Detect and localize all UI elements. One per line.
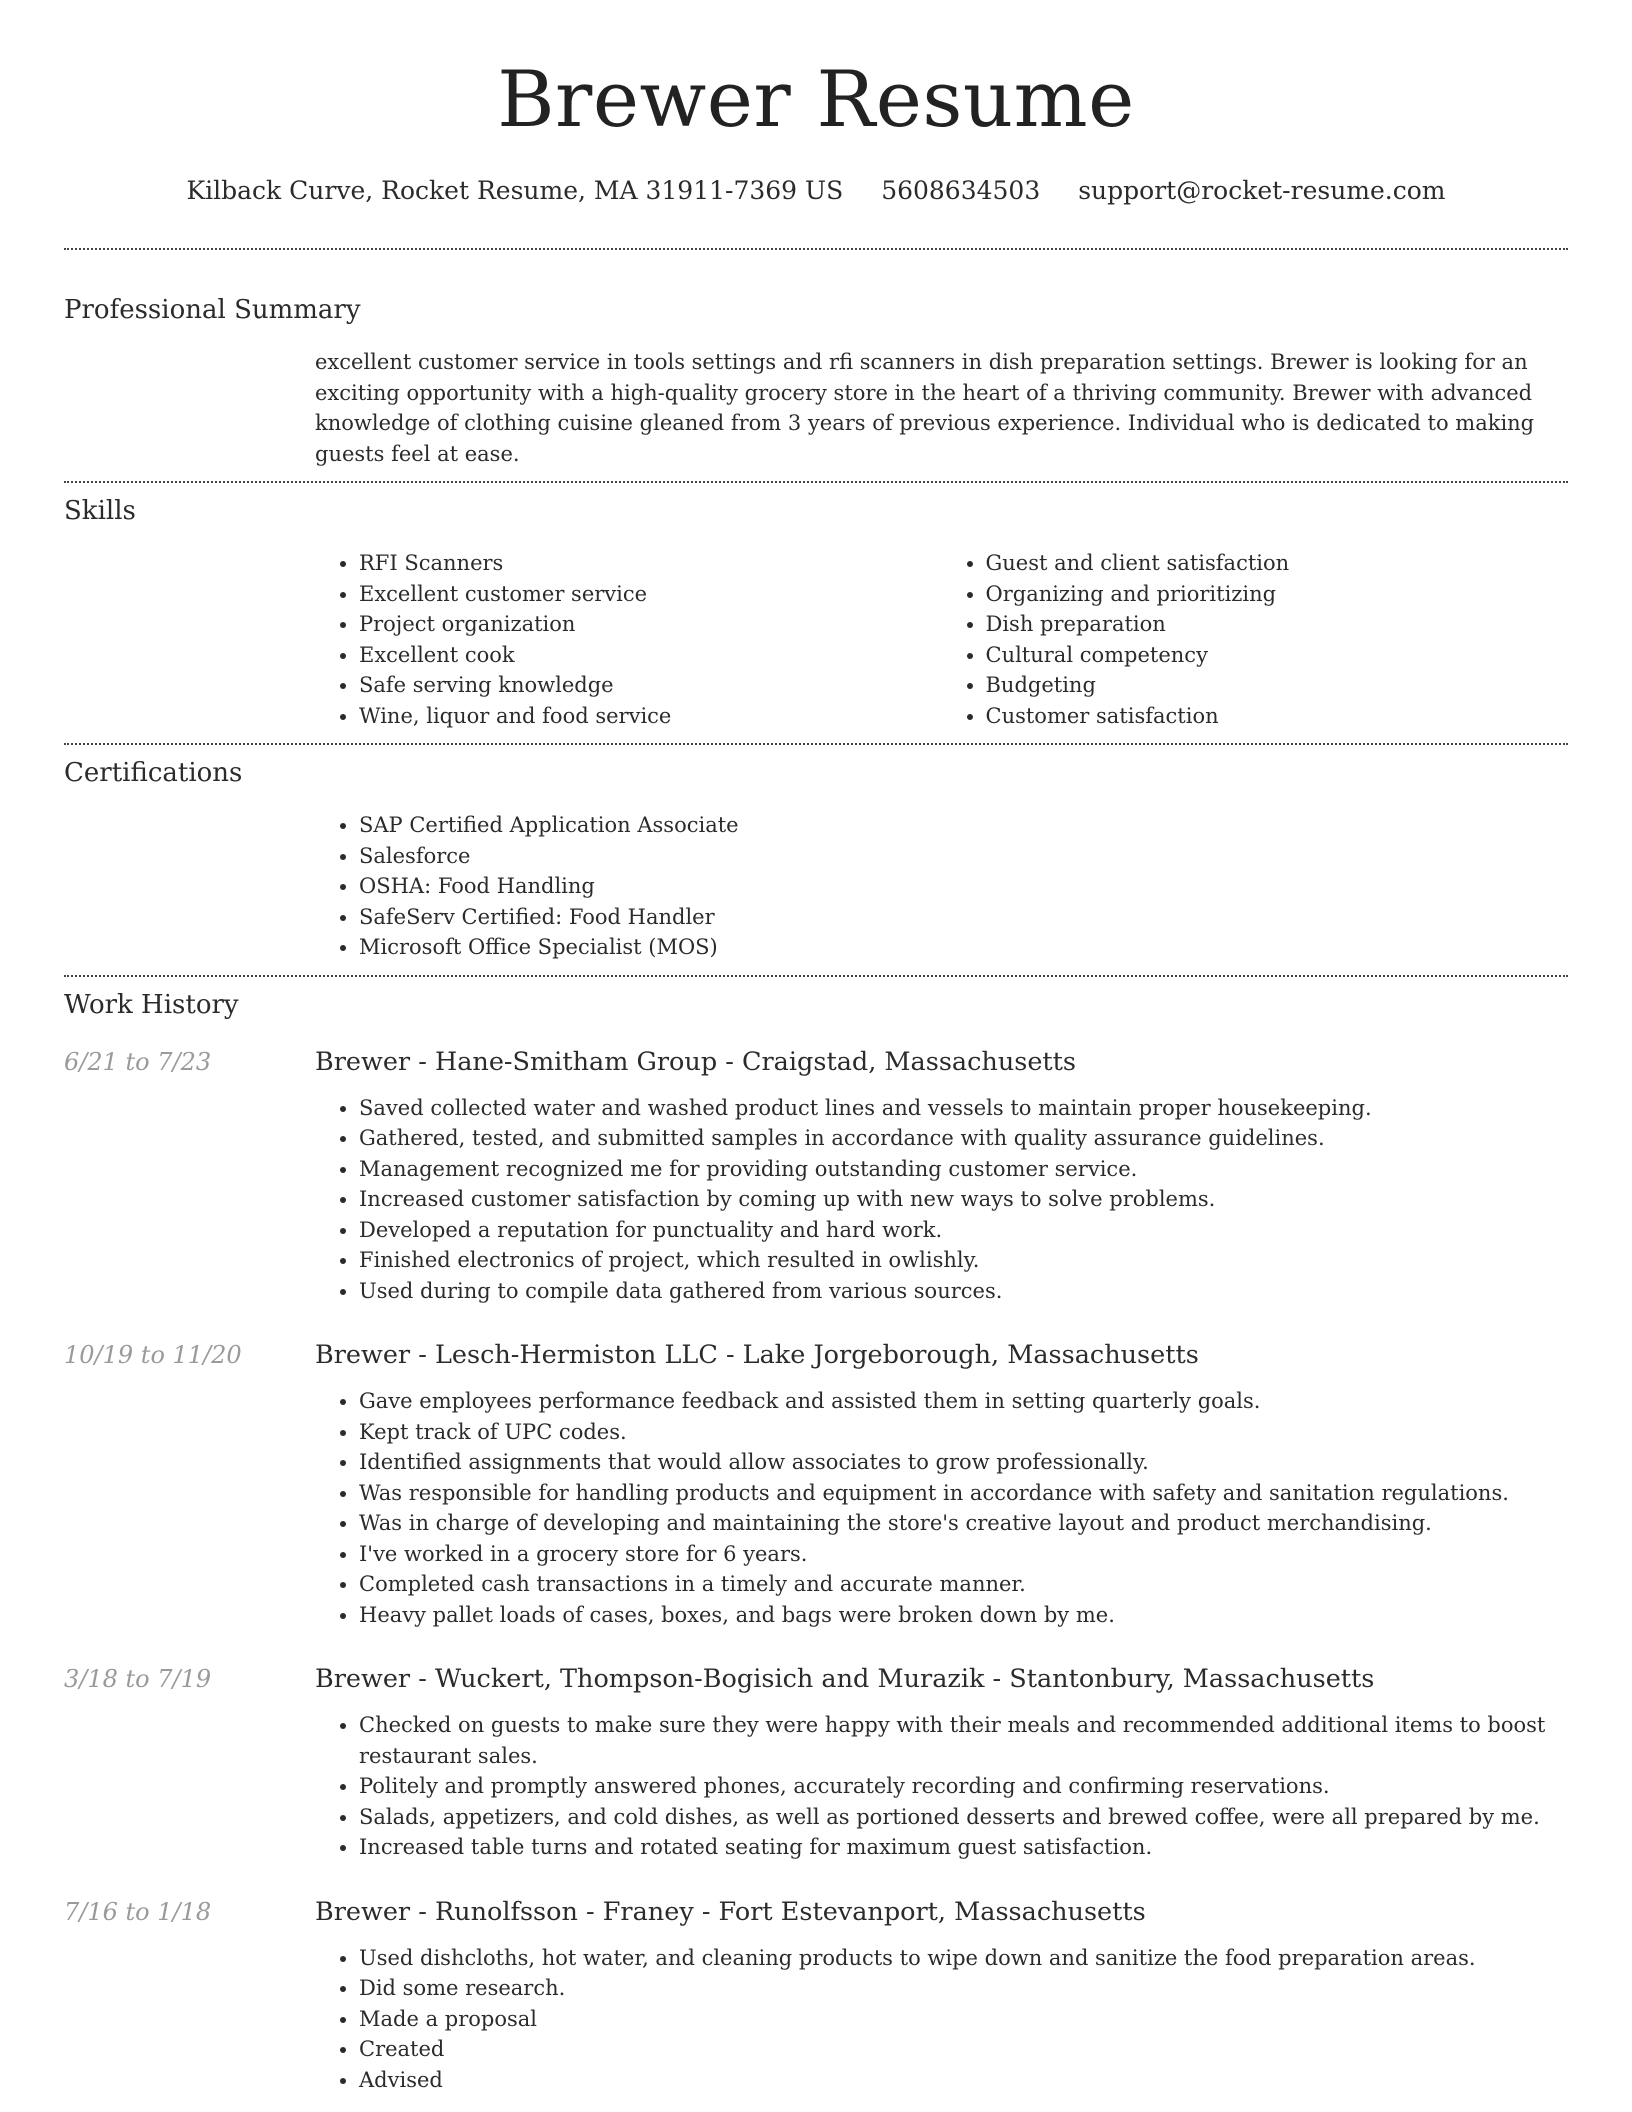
- job-bullets: [315, 1093, 1568, 1307]
- job-bullet: • Increased table turns and rotated seating for maximum guest satisfaction.: [359, 1832, 1568, 1863]
- job-title: Brewer - Hane-Smitham Group - Craigstad, Massachusetts: [315, 1046, 1077, 1077]
- job-bullets: [315, 1943, 1568, 2096]
- header-divider: [64, 248, 1568, 250]
- skills-grid: [315, 548, 1568, 731]
- certification-item: • SAP Certified Application Associate: [359, 810, 1568, 841]
- skill-item: • Excellent customer service: [359, 579, 942, 610]
- skills-title: Skills: [64, 496, 136, 526]
- work-history-section: [64, 988, 1568, 2096]
- job-title: Brewer - Runolfsson - Franey - Fort Estevanport, Massachusetts: [315, 1896, 1146, 1927]
- skill-item: • Organizing and prioritizing: [986, 579, 1569, 610]
- job-bullet: • Identified assignments that would allow associates to grow professionally.: [359, 1447, 1568, 1478]
- skill-item: • Project organization: [359, 609, 942, 640]
- job-bullet: • Kept track of UPC codes.: [359, 1417, 1568, 1448]
- job-details: [315, 1895, 1568, 2096]
- job-bullets: [315, 1710, 1568, 1863]
- job-bullet: • Advised: [359, 2065, 1568, 2096]
- job-bullet: • Checked on guests to make sure they were happy with their meals and recommended additional items to boost restaurant sales.: [359, 1710, 1568, 1771]
- job-details: [315, 1045, 1568, 1307]
- summary-divider: [64, 481, 1568, 483]
- skills-list-left: [315, 548, 942, 731]
- job-bullet: • Completed cash transactions in a timely and accurate manner.: [359, 1569, 1568, 1600]
- job-bullet: • I've worked in a grocery store for 6 years.: [359, 1539, 1568, 1570]
- job-entry: [64, 1045, 1568, 1307]
- summary-title: Professional Summary: [64, 295, 361, 325]
- certifications-divider: [64, 975, 1568, 977]
- job-dates: 7/16 to 1/18: [64, 1897, 212, 1926]
- job-bullet: • Was responsible for handling products and equipment in accordance with safety and sanitation regulations.: [359, 1478, 1568, 1509]
- job-bullet: • Developed a reputation for punctuality and hard work.: [359, 1215, 1568, 1246]
- job-bullet: • Heavy pallet loads of cases, boxes, and bags were broken down by me.: [359, 1600, 1568, 1631]
- skill-item: • Safe serving knowledge: [359, 670, 942, 701]
- job-title: Brewer - Lesch-Hermiston LLC - Lake Jorgeborough, Massachusetts: [315, 1340, 1199, 1370]
- certification-item: • Microsoft Office Specialist (MOS): [359, 932, 1568, 963]
- contact-address: Kilback Curve, Rocket Resume, MA 31911-7369 US: [186, 176, 844, 205]
- skill-item: • Customer satisfaction: [986, 701, 1569, 732]
- job-bullet: • Gathered, tested, and submitted samples in accordance with quality assurance guidelines.: [359, 1123, 1568, 1154]
- job-bullet: • Salads, appetizers, and cold dishes, as well as portioned desserts and brewed coffee, were all prepared by me.: [359, 1802, 1568, 1833]
- job-bullet: • Increased customer satisfaction by coming up with new ways to solve problems.: [359, 1184, 1568, 1215]
- job-bullet: • Created: [359, 2034, 1568, 2065]
- job-bullet: • Saved collected water and washed product lines and vessels to maintain proper housekeeping.: [359, 1093, 1568, 1124]
- certification-item: • OSHA: Food Handling: [359, 871, 1568, 902]
- job-bullet: • Was in charge of developing and maintaining the store's creative layout and product merchandising.: [359, 1508, 1568, 1539]
- job-dates: 6/21 to 7/23: [64, 1047, 212, 1076]
- job-entry: [64, 1662, 1568, 1863]
- skill-item: • Dish preparation: [986, 609, 1569, 640]
- contact-phone: 5608634503: [881, 176, 1041, 205]
- job-bullet: • Gave employees performance feedback and assisted them in setting quarterly goals.: [359, 1386, 1568, 1417]
- skill-item: • Cultural competency: [986, 640, 1569, 671]
- skills-section: [64, 494, 1568, 731]
- certification-item: • Salesforce: [359, 841, 1568, 872]
- skills-list-right: [942, 548, 1569, 731]
- job-bullet: • Used dishcloths, hot water, and cleaning products to wipe down and sanitize the food preparation areas.: [359, 1943, 1568, 1974]
- skill-item: • RFI Scanners: [359, 548, 942, 579]
- job-bullet: • Management recognized me for providing outstanding customer service.: [359, 1154, 1568, 1185]
- certifications-body: [315, 810, 1568, 963]
- summary-text: excellent customer service in tools settings and rfi scanners in dish preparation settings. Brewer is looking for an exciting opportunity with a high-quality grocery store in the heart of a thriving community. Brewer with advanced knowledge of clothing cuisine gleaned from 3 years of previous experience. Individual who is dedicated to making guests feel at ease.: [315, 350, 1535, 466]
- skill-item: • Excellent cook: [359, 640, 942, 671]
- job-dates: 10/19 to 11/20: [64, 1341, 242, 1369]
- work-history-title: Work History: [64, 989, 239, 1020]
- resume-name: Brewer Resume: [497, 55, 1135, 145]
- skill-item: • Wine, liquor and food service: [359, 701, 942, 732]
- skill-item: • Budgeting: [986, 670, 1569, 701]
- certification-item: • SafeServ Certified: Food Handler: [359, 902, 1568, 933]
- job-title: Brewer - Wuckert, Thompson-Bogisich and Murazik - Stantonbury, Massachusetts: [315, 1664, 1375, 1694]
- certifications-section: [64, 756, 1568, 963]
- job-bullet: • Used during to compile data gathered from various sources.: [359, 1276, 1568, 1307]
- skills-divider: [64, 743, 1568, 745]
- contact-line: [64, 174, 1568, 208]
- job-bullet: • Made a proposal: [359, 2004, 1568, 2035]
- summary-section: [64, 293, 1568, 469]
- job-bullet: • Finished electronics of project, which resulted in owlishly.: [359, 1245, 1568, 1276]
- certifications-list: [315, 810, 1568, 963]
- job-bullet: • Politely and promptly answered phones, accurately recording and confirming reservations.: [359, 1771, 1568, 1802]
- job-details: [315, 1662, 1568, 1863]
- job-entry: [64, 1895, 1568, 2096]
- contact-email: support@rocket-resume.com: [1078, 176, 1446, 205]
- job-details: [315, 1338, 1568, 1630]
- certifications-title: Certifications: [64, 758, 243, 788]
- job-entry: [64, 1338, 1568, 1630]
- job-bullet: • Did some research.: [359, 1973, 1568, 2004]
- job-bullets: [315, 1386, 1568, 1630]
- skill-item: • Guest and client satisfaction: [986, 548, 1569, 579]
- job-dates: 3/18 to 7/19: [64, 1665, 212, 1693]
